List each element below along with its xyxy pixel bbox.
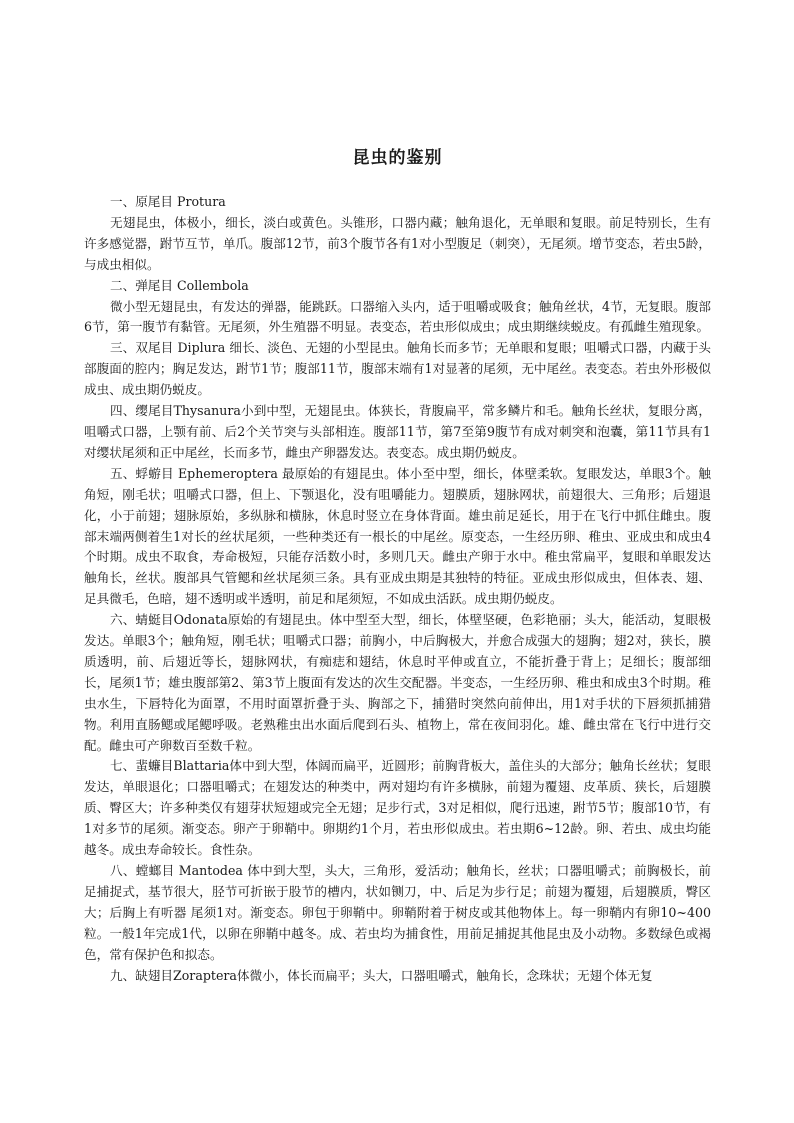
section-body-ephemeroptera: 五、蜉蝣目 Ephemeroptera 最原始的有翅昆虫。体小至中型，细长，体壁柔软。复眼发达，单眼3个。触角短，刚毛状；咀嚼式口器，但上、下颚退化，没有咀嚼能力。翅膜质，翅脉网状，前翅很大、三角形；后翅退化，小于前翅；翅脉原始，多纵脉和横脉，休息时竖立在身体背面。雄虫前足延长，用于在飞行中抓住雌虫。腹部末端两侧着生1对长的丝状尾须，一些种类还有一根长的中尾丝。原变态，一生经历卵、稚虫、亚成虫和成虫4个时期。成虫不取食，寿命极短，只能存活数小时，多则几天。雌虫产卵于水中。稚虫常扁平，复眼和单眼发达 触角长，丝状。腹部具气管鳃和丝状尾须三条。具有亚成虫期是其独特的特征。亚成虫形似成虫，但体表、翅、足具微毛，色暗，翅不透明或半透明，前足和尾须短，不如成虫活跃。成虫期仍蜕皮。	[84, 465, 711, 607]
document-page	[84, 0, 711, 986]
section-body-diplura: 三、双尾目 Diplura 细长、淡色、无翅的小型昆虫。触角长而多节；无单眼和复眼；咀嚼式口器，内藏于头部腹面的腔内；胸足发达，跗节1节；腹部11节，腹部末端有1对显著的尾须，无中尾丝。表变态。若虫外形极似成虫、成虫期仍蜕皮。	[84, 340, 711, 398]
section-body-blattaria: 七、蜚蠊目Blattaria体中到大型，体阔而扁平，近圆形；前胸背板大，盖住头的大部分；触角长丝状；复眼发达，单眼退化；口器咀嚼式；在翅发达的种类中，两对翅均有许多横脉，前翅为覆翅、皮革质、狭长，后翅膜质、臀区大；许多种类仅有翅芽状短翅或完全无翅；足步行式，3对足相似，爬行迅速，跗节5节；腹部10节，有1对多节的尾须。渐变态。卵产于卵鞘中。卵期约1个月，若虫形似成虫。若虫期6~12龄。卵、若虫、成虫均能越冬。成虫寿命较长。食性杂。	[84, 758, 711, 858]
section-body-zoraptera: 九、缺翅目Zoraptera体微小，体长而扁平；头大，口器咀嚼式，触角长，念珠状；无翅个体无复	[110, 967, 653, 983]
section-body-odonata: 六、蜻蜓目Odonata原始的有翅昆虫。体中型至大型，细长，体壁坚硬，色彩艳丽；头大，能活动，复眼极发达。单眼3个；触角短，刚毛状；咀嚼式口器；前胸小，中后胸极大，并愈合成强大的翅胸；翅2对，狭长，膜质透明，前、后翅近等长，翅脉网状，有痴痣和翅结，休息时平伸或直立，不能折叠于背上；足细长；腹部细长，尾须1节；雄虫腹部第2、第3节上腹面有发达的次生交配器。半变态，一生经历卵、稚虫和成虫3个时期。稚虫水生，下唇特化为面罩，不用时面罩折叠于头、胸部之下，捕猎时突然向前伸出，用1对手状的下唇须抓捕猎物。利用直肠鳃或尾鳃呼吸。老熟稚虫出水面后爬到石头、植物上，常在夜间羽化。雄、雌虫常在飞行中进行交配。雌虫可产卵数百至数千粒。	[84, 612, 711, 753]
document-body	[84, 192, 711, 986]
document-title: 昆虫的鉴别	[352, 148, 443, 168]
section-heading-protura: 一、原尾目 Protura	[110, 194, 226, 209]
section-body-protura: 无翅昆虫，体极小，细长，淡白或黄色。头锥形，口器内藏；触角退化，无单眼和复眼。前足特别长，生有许多感觉器，跗节互节，单爪。腹部12节，前3个腹节各有1对小型腹足（刺突），无尾须。增节变态，若虫5龄，与成虫相似。	[84, 214, 711, 272]
section-body-collembola: 微小型无翅昆虫，有发达的弹器，能跳跃。口器缩入头内，适于咀嚼或吸食；触角丝状，4节，无复眼。腹部6节，第一腹节有黏管。无尾须，外生殖器不明显。表变态，若虫形似成虫；成虫期继续蜕皮。有孤雌生殖现象。	[84, 298, 711, 335]
section-heading-collembola: 二、弹尾目 Collembola	[110, 277, 249, 293]
section-body-thysanura: 四、缨尾目Thysanura小到中型，无翅昆虫。体狭长，背腹扁平，常多鳞片和毛。触角长丝状，复眼分离，咀嚼式口器，上颚有前、后2个关节突与头部相连。腹部11节，第7至第9腹节有成对刺突和泡囊，第11节具有1对缨状尾须和正中尾丝，长而多节，雌虫产卵器发达。表变态。成虫期仍蜕皮。	[84, 403, 711, 460]
section-body-mantodea: 八、螳螂目 Mantodea 体中到大型，头大，三角形，爱活动；触角长，丝状；口器咀嚼式；前胸极长，前足捕捉式，基节很大，胫节可折嵌于股节的槽内，状如铡刀，中、后足为步行足；前翅为覆翅，后翅膜质，臀区大；后胸上有听器 尾须1对。渐变态。卵包于卵鞘中。卵鞘附着于树皮或其他物体上。每一卵鞘内有卵10~400粒。一般1年完成1代，以卵在卵鞘中越冬。成、若虫均为捕食性，用前足捕捉其他昆虫及小动物。多数绿色或褐色，常有保护色和拟态。	[84, 863, 711, 962]
